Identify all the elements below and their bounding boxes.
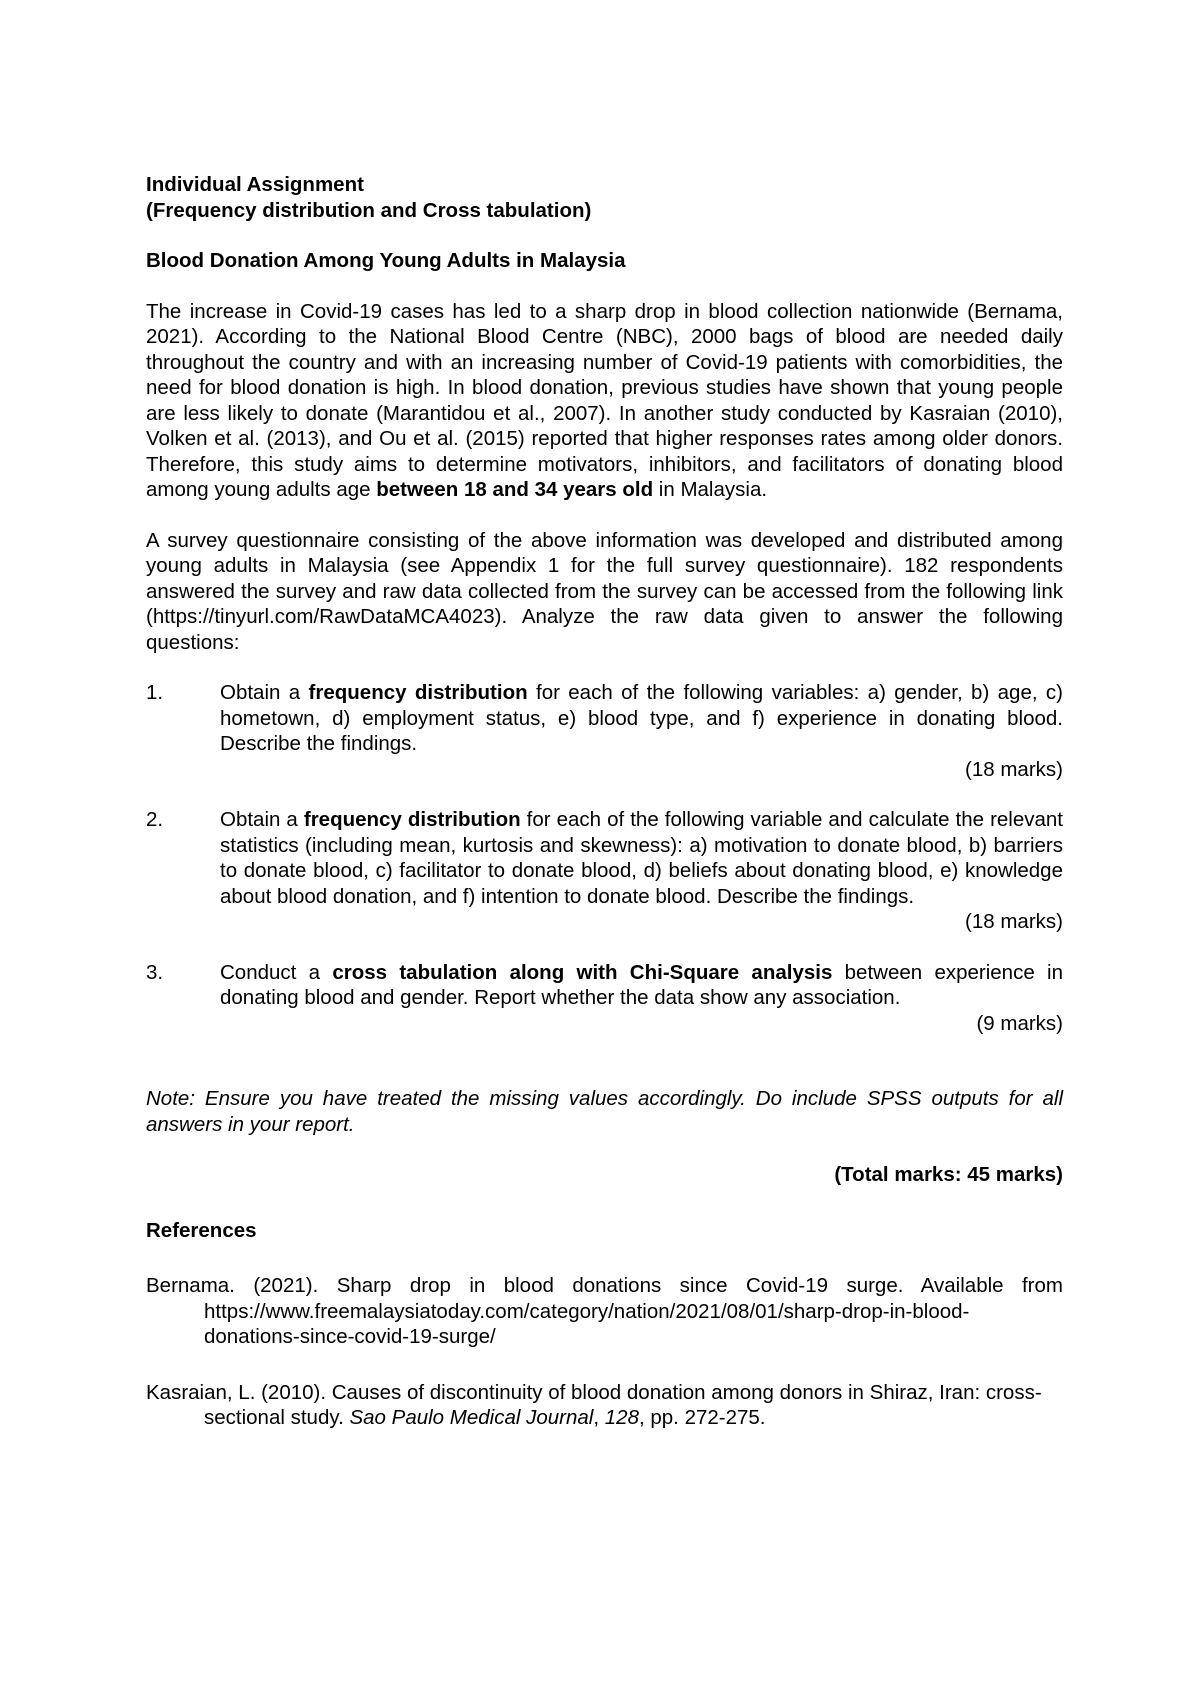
question-number: 3. bbox=[146, 960, 164, 984]
question-text bbox=[220, 807, 1063, 909]
assignment-subheading: (Frequency distribution and Cross tabulation) bbox=[146, 198, 592, 222]
question-3 bbox=[146, 960, 1063, 1037]
question-body bbox=[220, 807, 1063, 935]
reference-text: Kasraian, L. (2010). Causes of discontinuity of blood donation among donors in Shiraz, Iran: cross-sectional study. bbox=[146, 1380, 1042, 1429]
question-text bbox=[220, 960, 1063, 1011]
question-number: 2. bbox=[146, 808, 164, 831]
question-pre: Obtain a bbox=[220, 681, 309, 704]
intro-text: The increase in Covid-19 cases has led to a sharp drop in blood collection nationwide (Bernama, 2021). According to the National Blood Centre (NBC), 2000 bags of blood are needed daily throughout the country and with an increasing number of Covid-19 patients with comorbidities, the need for blood donation is high. In blood donation, previous studies have shown that young people are less likely to donate (Marantidou et al., 2007). In another study conducted by Kasraian (2010), Volken et al. (2013), and Ou et al. (2015) reported that higher responses rates among older donors. Therefore, this study aims to determine motivators, inhibitors, and facilitators of donating blood among young adults age bbox=[146, 299, 1063, 501]
intro-end: in Malaysia. bbox=[653, 478, 768, 501]
question-bold: cross tabulation along with Chi-Square analysis bbox=[332, 960, 833, 984]
intro-paragraph bbox=[146, 299, 1063, 503]
question-marks: (9 marks) bbox=[976, 1011, 1063, 1035]
reference-text: Bernama. (2021). Sharp drop in blood donations since Covid-19 surge. Available from https://www.freemalaysiatoday.com/category/nation/2021/08/01/sharp-drop-in-blood-donations-since-covid-19-surge/ bbox=[146, 1274, 1063, 1348]
question-2 bbox=[146, 807, 1063, 935]
references-heading: References bbox=[146, 1218, 257, 1242]
reference-journal: Sao Paulo Medical Journal bbox=[349, 1406, 594, 1429]
assignment-heading: Individual Assignment bbox=[146, 173, 364, 196]
question-body bbox=[220, 960, 1063, 1037]
question-post: for each of the following variables: a) gender, b) age, c) hometown, d) employment status, e) blood type, and f) experience in donating blood. Describe the findings. bbox=[220, 681, 1063, 755]
question-post: between experience in donating blood and gender. Report whether the data show any association. bbox=[220, 960, 1063, 1009]
reference-comma: , bbox=[593, 1406, 605, 1429]
question-marks: (18 marks) bbox=[965, 757, 1063, 781]
total-marks: (Total marks: 45 marks) bbox=[834, 1163, 1063, 1186]
reference-volume: 128 bbox=[604, 1406, 639, 1429]
document-content bbox=[146, 172, 1063, 1431]
question-bold: frequency distribution bbox=[308, 681, 528, 704]
question-post: for each of the following variable and calculate the relevant statistics (including mean, kurtosis and skewness): a) motivation to donate blood, b) barriers to donate blood, c) facilitator to donate blood, d) beliefs about donating blood, e) knowledge about blood donation, and f) intention to donate blood. Describe the findings. bbox=[220, 808, 1064, 908]
question-bold: frequency distribution bbox=[303, 808, 521, 831]
question-text bbox=[220, 680, 1063, 757]
question-number: 1. bbox=[146, 681, 164, 704]
reference-pages: , pp. 272-275. bbox=[638, 1406, 766, 1429]
question-1 bbox=[146, 680, 1063, 782]
intro-bold-age-range: between 18 and 34 years old bbox=[376, 478, 654, 501]
question-pre: Conduct a bbox=[220, 960, 333, 984]
note: Note: Ensure you have treated the missing values accordingly. Do include SPSS outputs for all answers in your report. bbox=[146, 1087, 1063, 1136]
document-title: Blood Donation Among Young Adults in Malaysia bbox=[146, 249, 626, 272]
question-pre: Obtain a bbox=[220, 808, 304, 831]
question-body bbox=[220, 680, 1063, 782]
survey-paragraph: A survey questionnaire consisting of the above information was developed and distributed among young adults in Malaysia (see Appendix 1 for the full survey questionnaire). 182 respondents answered the survey and raw data collected from the survey can be accessed from the following link (https://tinyurl.com/RawDataMCA4023). Analyze the raw data given to answer the following questions: bbox=[146, 528, 1063, 654]
reference-item bbox=[146, 1380, 1063, 1431]
reference-item bbox=[146, 1273, 1063, 1350]
question-marks: (18 marks) bbox=[965, 910, 1063, 933]
